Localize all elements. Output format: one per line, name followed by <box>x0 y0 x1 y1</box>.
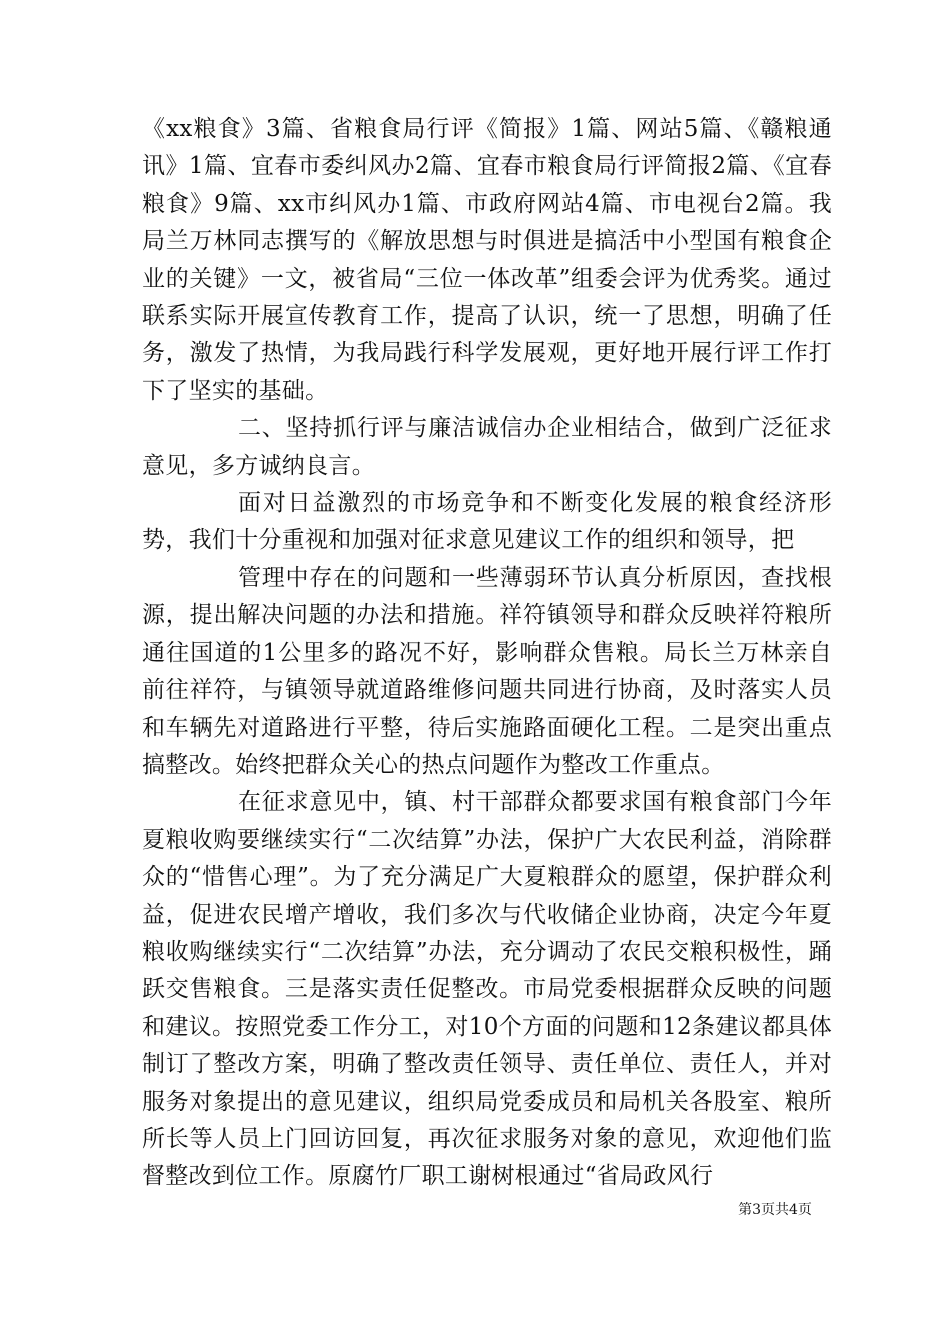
paragraph-publicity-summary: 《xx粮食》3篇、省粮食局行评《简报》1篇、网站5篇、《赣粮通讯》1篇、宜春市委纠风办2篇、宜春市粮食局行评简报2篇、《宜春粮食》9篇、xx市纠风办1篇、市政府网站4篇、市电视台2篇。我局兰万林同志撰写的《解放思想与时俱进是搞活中小型国有粮食企业的关键》一文，被省局“三位一体改革”组委会评为优秀奖。通过联系实际开展宣传教育工作，提高了认识，统一了思想，明确了任务，激发了热情，为我局践行科学发展观，更好地开展行评工作打下了坚实的基础。 <box>142 116 832 404</box>
page-number: 第3页共4页 <box>738 1202 812 1218</box>
document-body <box>142 111 832 1196</box>
paragraph-section-two-heading: 二、坚持抓行评与廉洁诚信办企业相结合，做到广泛征求意见，多方诚纳良言。 <box>142 415 832 479</box>
paragraph-opinion-solicitation: 在征求意见中，镇、村干部群众都要求国有粮食部门今年夏粮收购要继续实行“二次结算”办法，保护广大农民利益，消除群众的“惜售心理”。为了充分满足广大夏粮群众的愿望，保护群众利益，促进农民增产增收，我们多次与代收储企业协商，决定今年夏粮收购继续实行“二次结算”办法，充分调动了农民交粮积极性，踊跃交售粮食。三是落实责任促整改。市局党委根据群众反映的问题和建议。按照党委工作分工，对10个方面的问题和12条建议都具体制订了整改方案，明确了整改责任领导、责任单位、责任人，并对服务对象提出的意见建议，组织局党委成员和局机关各股室、粮所所长等人员上门回访回复，再次征求服务对象的意见，欢迎他们监督整改到位工作。原腐竹厂职工谢树根通过“省局政风行 <box>142 789 832 1190</box>
page-footer <box>0 1199 950 1219</box>
paragraph-management-issues: 管理中存在的问题和一些薄弱环节认真分析原因，查找根源，提出解决问题的办法和措施。祥符镇领导和群众反映祥符粮所通往国道的1公里多的路况不好，影响群众售粮。局长兰万林亲自前往祥符，与镇领导就道路维修问题共同进行协商，及时落实人员和车辆先对道路进行平整，待后实施路面硬化工程。二是突出重点搞整改。始终把群众关心的热点问题作为整改工作重点。 <box>142 564 832 778</box>
paragraph-market-competition: 面对日益激烈的市场竞争和不断变化发展的粮食经济形势，我们十分重视和加强对征求意见建议工作的组织和领导，把 <box>142 490 832 554</box>
